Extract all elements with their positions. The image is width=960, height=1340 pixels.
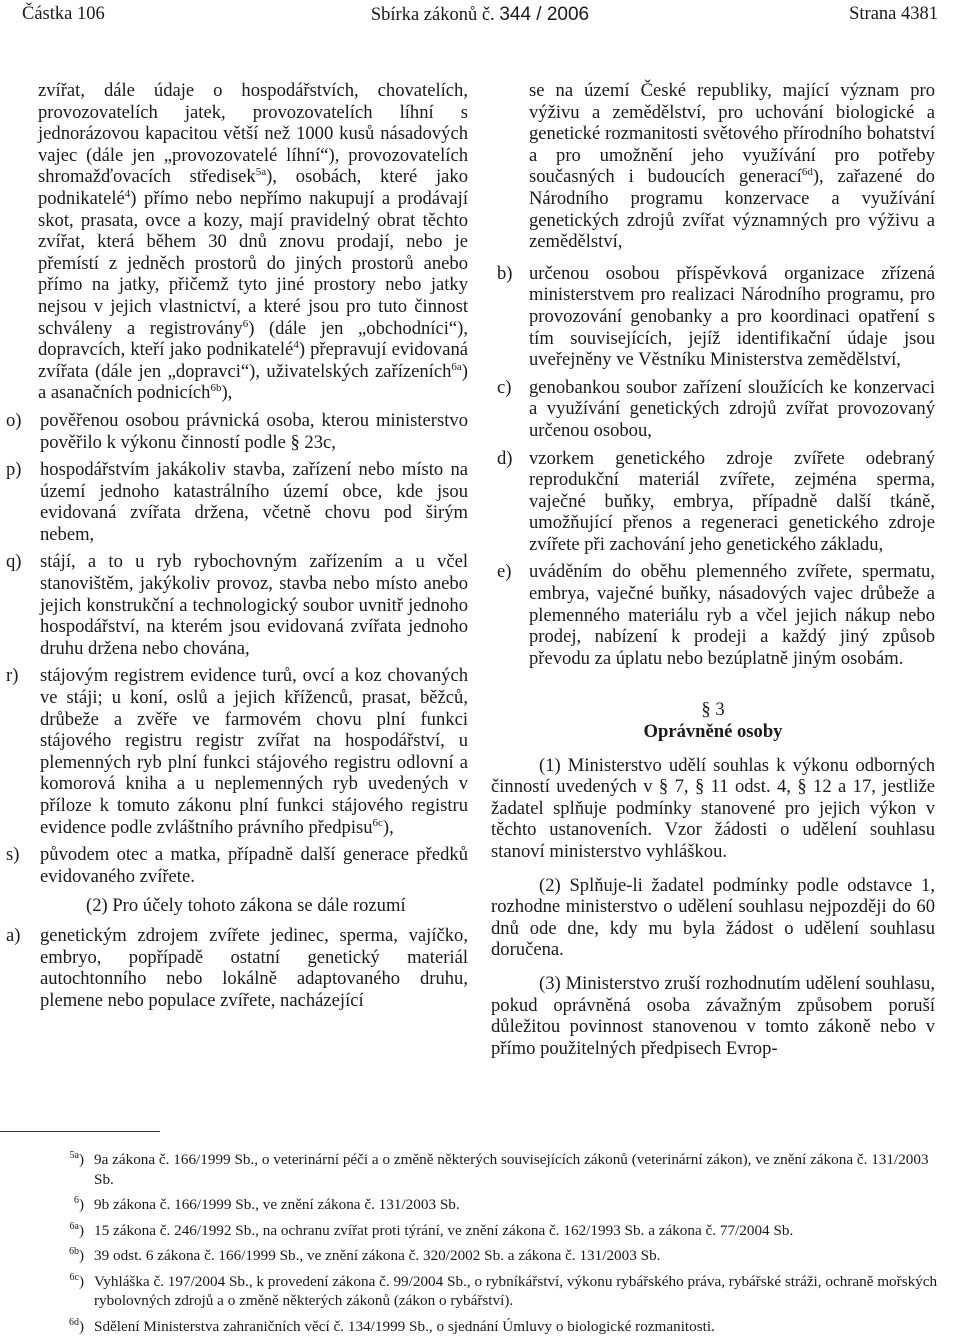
definition-item-d bbox=[491, 448, 935, 556]
definition-item-o bbox=[6, 409, 468, 453]
item-text: vzorkem genetického zdroje zvířete odebraný reprodukční materiál zvířete, zejména sperma, vaječné buňky, embrya, případně další tkáně, umožňující přenos a regeneraci genetického zdroje zvířete při zachování jeho genetického základu, bbox=[529, 447, 935, 555]
definition-item-s bbox=[6, 844, 468, 887]
footnote-text: Sdělení Ministerstva zahraničních věcí č. 134/1999 Sb., o sjednání Úmluvy o biologické rozmanitosti. bbox=[94, 1317, 715, 1335]
footnote-marker: $^{5a}$) bbox=[69, 1150, 84, 1168]
footnote bbox=[22, 1150, 940, 1189]
definition-item-b bbox=[491, 263, 935, 371]
footnote-ref: 6d bbox=[801, 166, 813, 179]
footnote-ref: 6 bbox=[242, 317, 249, 330]
footnote-mark: 5a bbox=[69, 1150, 79, 1161]
issue-label: Částka 106 bbox=[22, 4, 105, 24]
intro-text-2: ), osobách, které jako podnikatelé bbox=[38, 166, 468, 209]
item-text: genobankou soubor zařízení sloužících ke konzervaci a využívání genetických zdrojů zvířat provozovaný určenou osobou, bbox=[529, 376, 935, 441]
footnote-marker: $^{6b}$) bbox=[68, 1246, 84, 1264]
intro-text-6: ) a asanačních podnicích bbox=[38, 360, 468, 404]
section-paragraph-3: (3) Ministerstvo zruší rozhodnutím udělení souhlasu, pokud oprávněná osoba závažným způsobem poruší důležitou povinnost stanovenou v tomto zákoně nebo v přímo použitelných předpisech Evrop- bbox=[491, 972, 935, 1059]
item-label: p) bbox=[6, 459, 22, 481]
section-paragraph-1: (1) Ministerstvo udělí souhlas k výkonu odborných činností uvedených v § 7, § 11 odst. 4, § 12 a 17, jestliže žadatel splňuje podmínky stanovené pro jejich výkon v těchto ustanoveních. Vzor žádosti o udělení souhlasu stanoví ministerstvo vyhláškou. bbox=[491, 754, 935, 862]
footnote-ref: 6a bbox=[451, 360, 462, 373]
cont-text-2: ), zařazené do Národního programu konzervace a využívání genetických zdrojů zvířat významných pro výživu a zemědělství, bbox=[529, 166, 935, 253]
footnote-text: 39 odst. 6 zákona č. 166/1999 Sb., ve znění zákona č. 320/2002 Sb. a zákona č. 131/2003 Sb. bbox=[94, 1247, 661, 1264]
collection-label bbox=[22, 4, 938, 26]
footnote-mark: 6 bbox=[73, 1195, 79, 1206]
item-label: c) bbox=[497, 376, 512, 398]
item-text: genetickým zdrojem zvířete jedinec, sperma, vajíčko, embryo, popřípadě ostatní genetický materiál autochtonního nebo lokálně adaptovaného druhu, plemene nebo populace zvířete, nacházející bbox=[40, 924, 468, 1011]
footnote-mark: 6a bbox=[69, 1220, 79, 1232]
page-header bbox=[22, 4, 938, 32]
footnote-marker: $^6$) bbox=[73, 1195, 84, 1213]
footnote-text: 9b zákona č. 166/1999 Sb., ve znění zákona č. 131/2003 Sb. bbox=[94, 1196, 460, 1213]
footnote-marker: $^{6a}$) bbox=[69, 1220, 84, 1239]
intro-text-5: ) přepravují evidovaná zvířata (dále jen „dopravci“), uživatelských zařízeních bbox=[38, 339, 468, 382]
intro-text-4: ) (dále jen „obchodníci“), dopravcích, kteří jako podnikatelé bbox=[38, 317, 468, 361]
footnote-text: 15 zákona č. 246/1992 Sb., na ochranu zvířat proti týrání, ve znění zákona č. 162/1993 Sb. a zákona č. 77/2004 Sb. bbox=[94, 1221, 794, 1239]
definition-item-c bbox=[491, 377, 935, 442]
item-text bbox=[40, 665, 468, 838]
item-text: uváděním do oběhu plemenného zvířete, spermatu, embrya, vaječné buňky, násadových vajec drůbeže a plemenného materiálu ryb a včel jejich nákup nebo prodej, nabízení k prodeji a každý jiný způsob převodu za úplatu nebo bezúplatně jiným osobám. bbox=[529, 561, 935, 669]
footnote-divider bbox=[0, 1131, 160, 1132]
collection-prefix: Sbírka zákonů č. bbox=[370, 5, 495, 25]
footnote-ref: 5a bbox=[255, 166, 267, 179]
paragraph-2: (2) Pro účely tohoto zákona se dále rozumí bbox=[86, 895, 406, 917]
footnote bbox=[22, 1221, 940, 1241]
item-text: pověřenou osobou právnická osoba, kterou ministerstvo pověřilo k výkonu činností podle § 23c, bbox=[40, 409, 468, 453]
left-column bbox=[6, 80, 468, 1017]
item-label: a) bbox=[6, 924, 21, 946]
definition-item-e bbox=[491, 561, 935, 669]
footnote-text: Vyhláška č. 197/2004 Sb., k provedení zákona č. 99/2004 Sb., o rybníkářství, výkonu rybářského práva, rybářské stráži, ochraně mořských rybolovných zdrojů a o změně některých zákonů (zákon o rybářství). bbox=[94, 1272, 938, 1309]
law-number: 344 / 2006 bbox=[499, 4, 590, 25]
page-number: Strana 4381 bbox=[849, 4, 938, 24]
footnote-text: 9a zákona č. 166/1999 Sb., o veterinární péči a o změně některých souvisejících zákonů (veterinární zákon), ve znění zákona č. 131/2003 Sb. bbox=[94, 1151, 929, 1188]
footnote-ref: 4 bbox=[124, 187, 131, 200]
continued-item-a bbox=[491, 80, 935, 253]
footnote bbox=[22, 1195, 940, 1215]
item-label: q) bbox=[6, 551, 22, 573]
footnote bbox=[22, 1272, 940, 1311]
footnote-mark: 6b bbox=[68, 1246, 79, 1257]
footnote-ref: 6b bbox=[210, 382, 222, 395]
item-label: b) bbox=[497, 262, 513, 284]
footnote bbox=[22, 1246, 940, 1266]
item-text: stájí, a to u ryb rybochovným zařízením a u včel stanovištěm, jakýkoliv provoz, stavba nebo místo anebo jejich konstrukční a technologický soubor uvnitř jednoho hospodářství, na kterém jsou evidovaná zvířata jednoho druhu držena nebo chována, bbox=[40, 551, 468, 659]
item-label: o) bbox=[6, 409, 22, 431]
footnote-marker: $^{6d}$) bbox=[68, 1316, 84, 1335]
intro-text-7: ), bbox=[221, 382, 233, 404]
footnote-mark: 6d bbox=[68, 1316, 79, 1328]
section-title: Oprávněné osoby bbox=[643, 721, 783, 743]
item-label: e) bbox=[497, 561, 512, 583]
section-paragraph-2: (2) Splňuje-li žadatel podmínky podle odstavce 1, rozhodne ministerstvo o udělení souhlasu nejpozději do 60 dnů ode dne, kdy mu byla žádost o udělení souhlasu doručena. bbox=[491, 874, 935, 961]
right-column bbox=[491, 80, 935, 1071]
item-text: určenou osobou příspěvková organizace zřízená ministerstvem pro realizaci Národního programu, pro provozování genobanky a pro koordinaci opatření s tím souvisejících, jejíž identifikační údaje jsou uveřejněny ve Věstníku Ministerstva zemědělství, bbox=[529, 262, 935, 371]
definition-item-a bbox=[6, 924, 468, 1011]
footnote-marker: $^{6c}$) bbox=[69, 1271, 84, 1290]
intro-text-1: zvířat, dále údaje o hospodářstvích, chovatelích, provozovatelích jatek, provozovatelích líhní s jednorázovou kapacitou větší než 1000 kusů násadových vajec (dále jen „provozovatelé líhní“), provozovatelích shromažďovacích středisek bbox=[38, 80, 468, 188]
item-label: s) bbox=[6, 844, 20, 866]
definition-item-q bbox=[6, 551, 468, 659]
footnote bbox=[22, 1317, 940, 1337]
section-number: § 3 bbox=[701, 699, 725, 721]
item-r-text: stájovým registrem evidence turů, ovcí a koz chovaných ve stáji; u koní, oslů a jejich kříženců, prasat, běžců, drůbeže a zvěře ve farmovém chovu plní funkci stájového registru registr zvířat na hospodářství, u plemenných ryb plní funkci stájového registru odlovní a komorová kniha a u neplemenných ryb uvedených v příloze k tomuto zákonu plní funkci stájového registru evidence podle zvláštního právního předpisu bbox=[40, 665, 468, 838]
definition-item-p bbox=[6, 459, 468, 545]
item-label: r) bbox=[6, 665, 19, 687]
footnote-mark: 6c bbox=[69, 1271, 79, 1283]
footnotes bbox=[22, 1150, 940, 1340]
intro-text-3: ) přímo nebo nepřímo nakupují a prodávají skot, prasata, ovce a kozy, mají pravidelný obrat těchto zvířat, která během 30 dnů znovu prodají, nebo je přemístí z jedněch prostorů do jiných prostorů anebo přímo na jatky, přičemž tyto jiné prostory nebo jatky nejsou v jejich vlastnictví, a které jsou pro tuto činnost schváleny a registrovány bbox=[38, 187, 468, 339]
item-text: hospodářstvím jakákoliv stavba, zařízení nebo místo na území jednoho katastrálního území obce, kde jsou evidovaná zvířata držena, včetně chovu pod širým nebem, bbox=[40, 459, 468, 545]
intro-paragraph bbox=[38, 80, 468, 404]
item-text: původem otec a matka, případně další generace předků evidovaného zvířete. bbox=[40, 844, 468, 887]
definition-item-r bbox=[6, 665, 468, 838]
item-r-end: ), bbox=[382, 816, 394, 838]
cont-text-1: se na území České republiky, mající význam pro výživu a zemědělství, pro uchování biologické a genetické rozmanitosti světového přírodního bohatství a pro umožnění jeho využívání pro potřeby současných i budoucích generací bbox=[529, 80, 935, 188]
footnote-ref: 6c bbox=[372, 816, 383, 829]
item-label: d) bbox=[497, 447, 513, 469]
footnote-ref: 4 bbox=[293, 339, 299, 352]
